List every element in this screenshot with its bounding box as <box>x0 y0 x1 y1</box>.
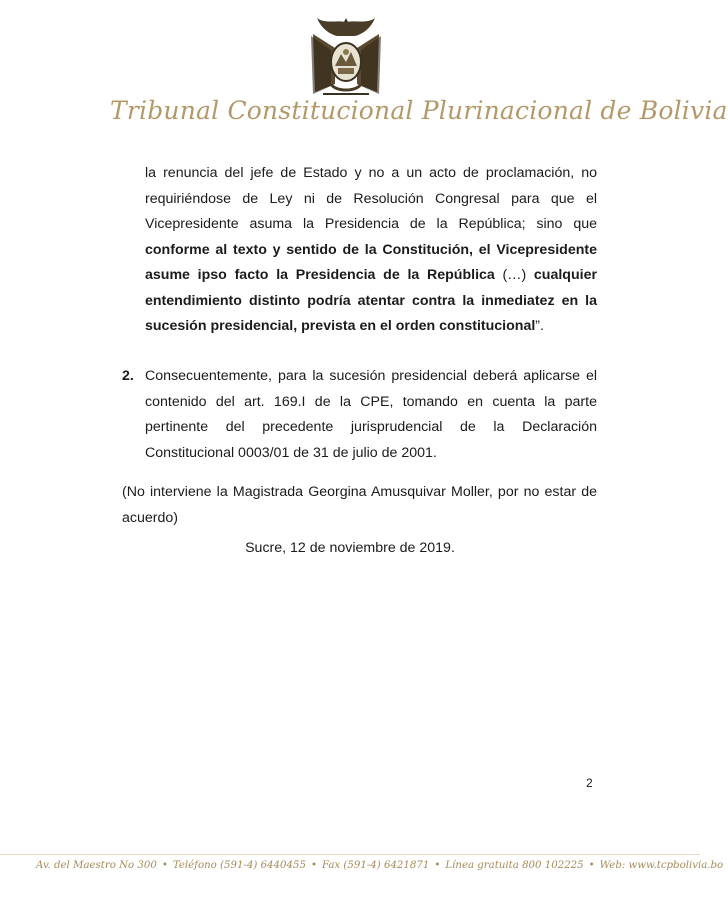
footer-web: Web: www.tcpbolivia.bo <box>599 860 724 871</box>
footer-separator: • <box>310 860 317 871</box>
text-run: ”. <box>535 318 544 334</box>
bold-text-run: conforme al texto y sentido de la Constitución, el Vicepresidente asume ipso facto la Presidencia de la República <box>145 241 597 283</box>
text-run: la renuncia del jefe de Estado y no a un acto de proclamación, no requiriéndose de Ley ni de Resolución Congresal para que el Vicepresidente asuma la Presidencia de la República; sino que <box>145 165 597 232</box>
footer-address: Av. del Maestro No 300 <box>36 860 157 871</box>
footer-divider <box>0 854 700 855</box>
bold-text-run: cualquier entendimiento distinto podría atentar contra la inmediatez en la sucesión presidencial, prevista en el orden constitucional <box>145 267 597 334</box>
dateline: Sucre, 12 de noviembre de 2019. <box>245 540 455 556</box>
paragraph-continuation <box>145 161 597 340</box>
footer-hotline: Línea gratuita 800 102225 <box>445 860 584 871</box>
footer-contact <box>36 860 724 871</box>
page-number: 2 <box>586 776 593 790</box>
footer-separator: • <box>434 860 441 871</box>
institution-name: Tribunal Constitucional Plurinacional de Bolivia <box>110 96 728 125</box>
dissent-note: (No interviene la Magistrada Georgina Amusquivar Moller, por no estar de acuerdo) <box>122 484 597 526</box>
footer-separator: • <box>161 860 168 871</box>
item-text: Consecuentemente, para la sucesión presidencial deberá aplicarse el contenido del art. 169.I de la CPE, tomando en cuenta la parte pertinente del precedente jurisprudencial de la Declaración Constitucional 0003/01 de 31 de julio de 2001. <box>145 368 597 461</box>
footer-phone: Teléfono (591-4) 6440455 <box>172 860 306 871</box>
footer-separator: • <box>588 860 595 871</box>
text-run: (…) <box>494 267 534 283</box>
bolivia-coat-of-arms-icon <box>305 14 387 98</box>
footer-fax: Fax (591-4) 6421871 <box>321 860 430 871</box>
item-number: 2. <box>122 368 134 384</box>
